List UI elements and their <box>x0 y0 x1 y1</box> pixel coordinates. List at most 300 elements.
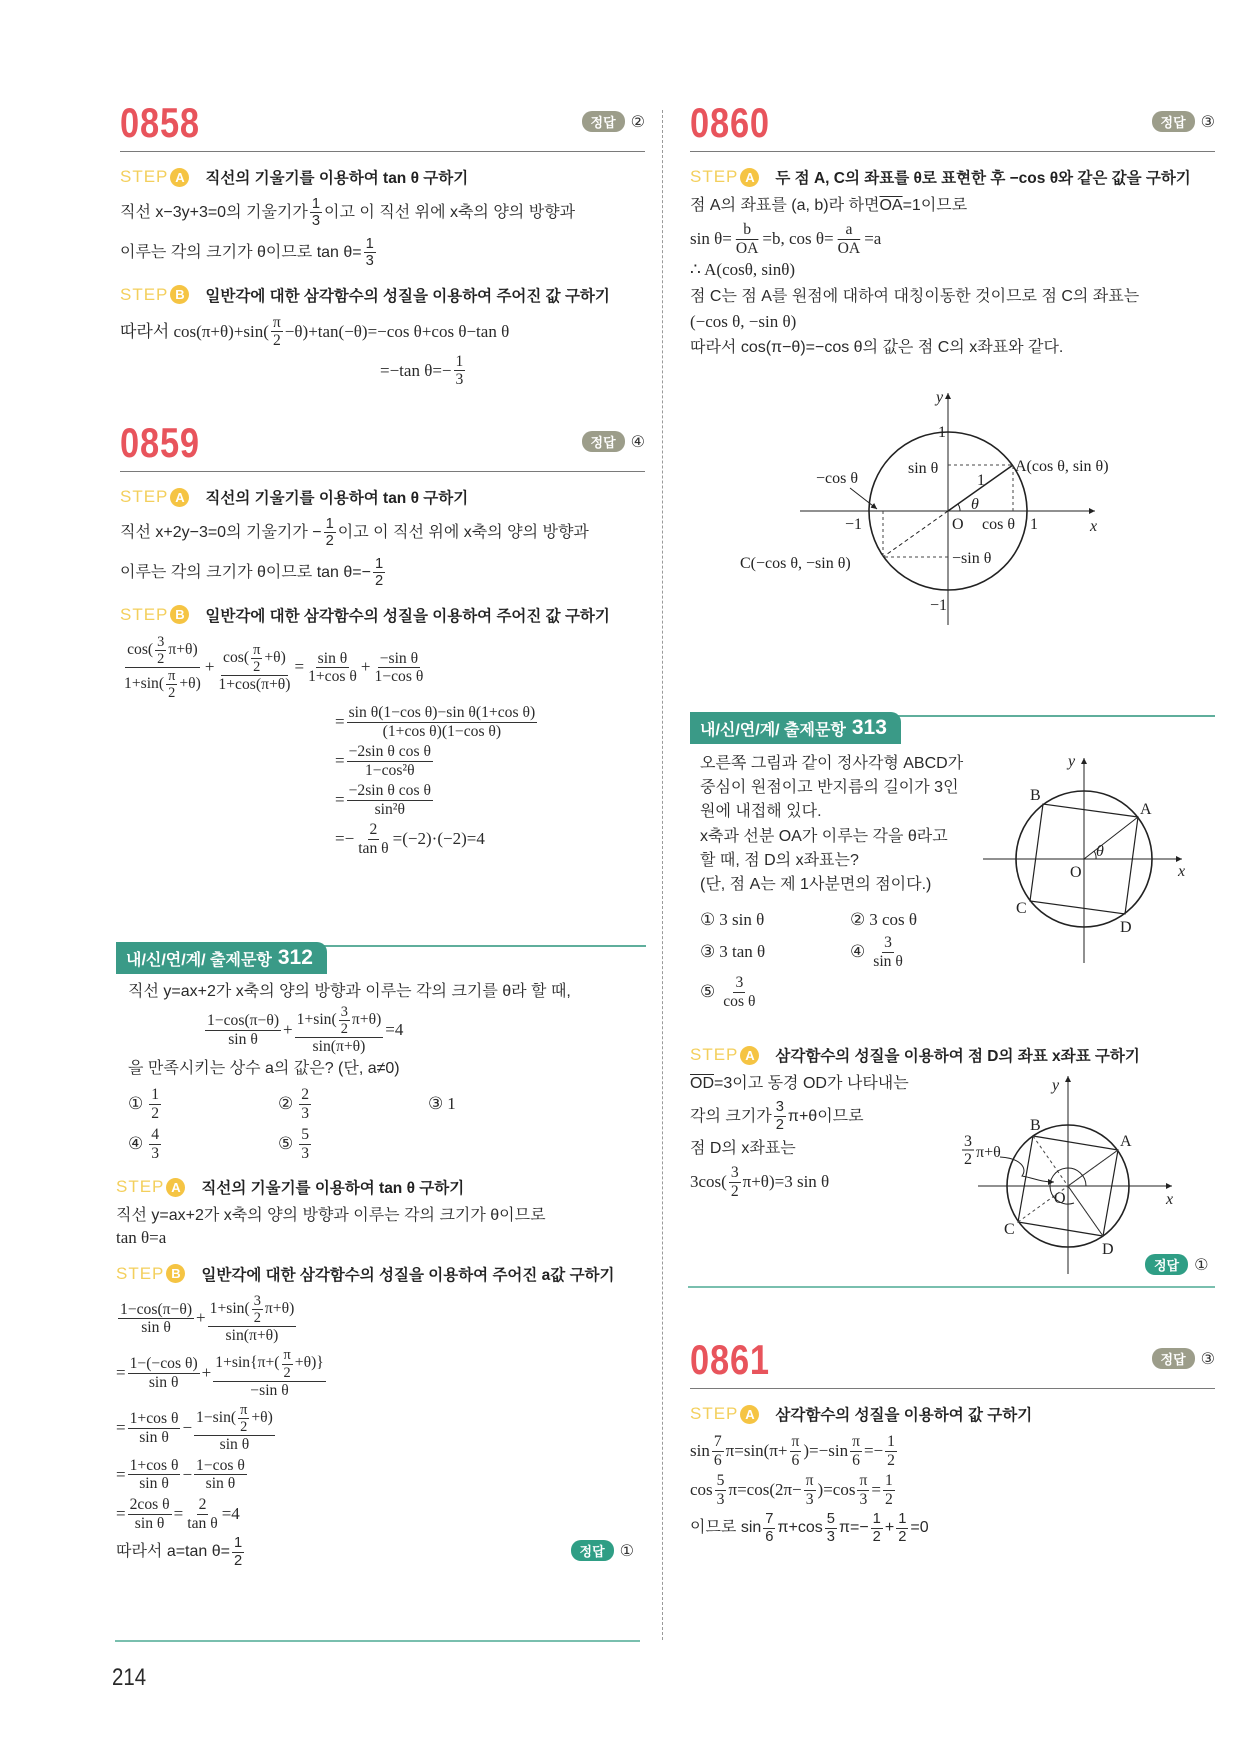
math-text: π <box>805 1472 814 1490</box>
fraction <box>128 1496 172 1532</box>
denominator <box>147 1374 181 1392</box>
question-text: (단, 점 A는 제 1사분면의 점이다.) <box>700 875 932 893</box>
choice-3[interactable] <box>428 1086 578 1122</box>
angle-numerator: 3 <box>964 1133 972 1150</box>
numerator <box>882 934 894 953</box>
origin-label: O <box>1070 864 1082 881</box>
equation-line <box>690 1511 1215 1545</box>
math-text: 2 <box>272 332 281 350</box>
math-text: =a <box>864 229 882 248</box>
math-text: 따라서 cos(π+θ)+sin( <box>120 321 269 341</box>
denominator <box>804 1491 816 1509</box>
step-title: 직선의 기울기를 이용하여 tan θ 구하기 <box>201 1180 465 1198</box>
math-text: cos( <box>223 648 250 666</box>
origin-label: O <box>952 516 964 533</box>
point-c-label: C <box>1016 900 1027 917</box>
math-text: 1−cos(π−θ) <box>207 1012 280 1030</box>
math-text: 2 <box>283 1364 291 1381</box>
fraction <box>356 821 390 857</box>
numerator <box>149 1126 161 1145</box>
math-text: 이므로 sin <box>690 1519 762 1537</box>
math-text: =3이고 동경 OD가 나타내는 <box>714 1075 909 1092</box>
choice-4[interactable] <box>850 934 970 970</box>
solution-0860 <box>690 95 1215 357</box>
numerator <box>166 668 177 685</box>
numerator <box>712 1433 724 1452</box>
math-text: −2sin θ cos θ <box>348 743 431 761</box>
theta-label: θ <box>971 496 979 513</box>
math-text: tan θ <box>187 1514 218 1532</box>
math-text: 1−cos(π−θ) <box>120 1300 193 1318</box>
step-title: 직선의 기울기를 이용하여 tan θ 구하기 <box>205 170 469 187</box>
x-axis-label: x <box>1090 518 1098 535</box>
fraction <box>299 1126 311 1162</box>
math-text: sin θ(1−cos θ)−sin θ(1+cos θ) <box>348 704 536 722</box>
step-tag: STEP <box>120 284 169 304</box>
choice-2[interactable] <box>850 910 970 930</box>
denominator <box>226 1031 260 1049</box>
numerator <box>213 1347 326 1381</box>
math-text: b <box>743 221 752 239</box>
equation-line <box>116 1402 646 1454</box>
denominator <box>373 801 407 819</box>
choice-1[interactable] <box>128 1086 278 1122</box>
math-text: 2 <box>234 1552 243 1569</box>
fraction <box>310 196 322 230</box>
numerator <box>790 1433 802 1452</box>
numerator <box>896 1511 908 1528</box>
answer-value: ④ <box>630 432 645 451</box>
fraction <box>251 642 262 675</box>
math-text: π <box>272 313 281 331</box>
math-text: π <box>791 1433 800 1450</box>
math-text: 7 <box>765 1511 774 1528</box>
math-text: =−tan θ=− <box>380 360 452 380</box>
denominator <box>139 1319 173 1337</box>
fraction <box>729 1164 741 1200</box>
math-text: 2 <box>301 1086 310 1104</box>
numerator <box>238 1402 249 1419</box>
math-text: 2 <box>887 1451 895 1469</box>
math-text: −sin θ <box>250 1381 289 1399</box>
solution-0858 <box>120 95 645 389</box>
numerator <box>715 1472 727 1491</box>
math-text: sin θ <box>873 952 903 970</box>
solution-line <box>116 1206 646 1225</box>
math-text: 3 sin θ <box>719 910 765 930</box>
denominator <box>271 332 283 350</box>
question-text: 오른쪽 그림과 같이 정사각형 ABCD가 <box>700 755 964 772</box>
denominator <box>238 1419 249 1435</box>
section-end-rule <box>688 1286 1215 1288</box>
fraction <box>122 634 203 701</box>
math-text: 1+cos θ <box>129 1456 179 1474</box>
answer-label: 정답 <box>1145 1254 1188 1275</box>
fraction <box>790 1433 802 1469</box>
tab-prefix: 내/신/연/계/ 출제문항 <box>700 721 846 739</box>
tick-label: −1 <box>845 516 863 533</box>
math-text: ① <box>700 910 716 930</box>
fraction <box>149 1086 161 1122</box>
math-text: 3 <box>157 633 165 650</box>
solution-line <box>120 236 645 270</box>
math-text: π <box>240 1402 248 1419</box>
math-text: sin(π+θ) <box>225 1326 279 1344</box>
choice-2[interactable] <box>278 1086 428 1122</box>
step-tag: STEP <box>690 167 739 186</box>
question-equation <box>128 1004 646 1056</box>
denominator <box>185 1515 219 1533</box>
choice-3[interactable] <box>700 934 850 970</box>
equation-line <box>120 314 645 350</box>
math-text: sin θ <box>228 1030 258 1048</box>
fraction <box>155 634 166 667</box>
math-text: π=sin(π+ <box>725 1440 788 1460</box>
denominator <box>299 1105 311 1123</box>
square-in-circle-figure <box>960 750 1200 970</box>
neg-sin-label: −sin θ <box>952 550 992 567</box>
numerator <box>205 1012 281 1031</box>
math-text: + <box>204 657 215 677</box>
denominator <box>850 1452 862 1470</box>
numerator <box>221 642 288 676</box>
answer-label: 정답 <box>1152 111 1195 132</box>
numerator <box>364 236 376 253</box>
math-text: 2 <box>253 1309 261 1326</box>
step-title: 삼각함수의 성질을 이용하여 값 구하기 <box>775 1407 1033 1424</box>
numerator <box>282 1347 293 1364</box>
math-text: π+θ)=3 sin θ <box>742 1172 830 1192</box>
numerator <box>295 1004 384 1038</box>
math-text: cos( <box>127 641 154 659</box>
numerator <box>194 1402 275 1436</box>
fraction <box>712 1433 724 1469</box>
math-text: 3cos( <box>690 1172 727 1192</box>
fraction <box>271 314 283 350</box>
step-title: 일반각에 대한 삼각함수의 성질을 이용하여 주어진 a값 구하기 <box>201 1266 615 1284</box>
math-text: 1−cos θ <box>374 668 424 686</box>
section-tab <box>690 712 1215 746</box>
problem-header <box>120 95 645 152</box>
fraction <box>194 1402 275 1454</box>
fraction <box>836 221 863 257</box>
answer-value: ① <box>1194 1255 1209 1274</box>
choice-5[interactable] <box>278 1126 428 1162</box>
math-text: 3 tan θ <box>719 942 766 962</box>
answer-badge <box>1152 1348 1215 1369</box>
math-text: 6 <box>791 1451 800 1469</box>
step-tag: STEP <box>120 604 169 624</box>
math-text: sin θ <box>317 649 348 667</box>
numerator <box>347 743 433 762</box>
math-text: 직선 x+2y−3=0의 기울기가 − <box>120 524 322 542</box>
math-text: 2 <box>168 685 176 702</box>
math-text: =− <box>863 1440 884 1460</box>
fraction <box>208 1293 297 1345</box>
math-text: 2 <box>340 1021 348 1038</box>
denominator <box>734 240 761 258</box>
overlined-segment: OA <box>837 239 861 257</box>
fraction <box>373 650 426 686</box>
denominator <box>204 1475 238 1493</box>
numerator <box>843 221 854 240</box>
fraction <box>118 1301 194 1337</box>
math-text: = <box>116 1417 126 1437</box>
tab-label <box>116 942 327 974</box>
math-text: 3 <box>859 1490 868 1508</box>
answer-badge <box>1152 111 1215 132</box>
overlined-segment: $\overline{OA}$ <box>879 197 903 214</box>
fraction <box>128 1457 181 1493</box>
step-a-heading <box>116 1174 646 1200</box>
y-axis-label: y <box>1052 1077 1060 1094</box>
denominator <box>729 1183 741 1201</box>
unit-circle-figure <box>730 385 1150 635</box>
numerator <box>378 650 420 669</box>
fraction <box>128 1355 200 1391</box>
fraction <box>850 1433 862 1469</box>
math-text: 1+sin{π+( <box>215 1354 280 1372</box>
numerator <box>871 1511 883 1528</box>
math-text: 점 C는 점 A를 원점에 대하여 대칭이동한 것이므로 점 C의 좌표는 <box>690 287 1140 305</box>
denominator <box>248 1382 290 1400</box>
math-text: 5 <box>716 1472 725 1490</box>
fraction <box>282 1347 293 1380</box>
square-angle-figure <box>950 1074 1190 1280</box>
math-text: +θ) <box>264 648 286 666</box>
math-text: sin²θ <box>374 800 405 818</box>
problem-number: 0860 <box>690 99 770 146</box>
math-text: = <box>871 1479 881 1499</box>
denominator <box>381 723 504 741</box>
math-text: =− <box>335 829 355 849</box>
point-d-label: D <box>1102 1241 1114 1258</box>
equation-line <box>120 634 645 701</box>
math-text: = <box>335 790 345 810</box>
denominator <box>836 240 863 258</box>
math-text: 3 <box>716 1490 725 1508</box>
fraction <box>883 1472 895 1508</box>
math-text: 1−cos θ <box>196 1456 245 1474</box>
numerator <box>804 1472 816 1491</box>
answer-badge <box>582 431 645 452</box>
math-text: π+θ이므로 <box>787 1107 864 1125</box>
segment-oc <box>883 511 948 557</box>
denominator <box>871 953 905 971</box>
section-end-rule <box>115 1640 640 1642</box>
question-text: 원에 내접해 있다. <box>700 803 822 821</box>
cos-label: cos θ <box>982 516 1015 533</box>
math-text: 2 <box>374 573 384 590</box>
solution-line <box>120 556 645 590</box>
math-text: 3 <box>775 1099 784 1116</box>
math-text: 1 <box>325 516 334 532</box>
angle-arc <box>958 504 960 511</box>
angle-rest: π+θ <box>976 1144 1001 1161</box>
solution-line <box>690 221 1215 257</box>
denominator <box>373 573 385 589</box>
math-text: 3 <box>805 1490 814 1508</box>
equation-line <box>116 1347 646 1399</box>
denominator <box>232 1553 244 1569</box>
math-text: 1 <box>447 1094 456 1114</box>
math-text: − <box>182 1417 193 1437</box>
conclusion-line <box>116 1535 246 1569</box>
math-text: ⑤ <box>278 1134 294 1154</box>
numerator <box>232 1535 244 1552</box>
math-text: π=cos(2π− <box>728 1479 802 1499</box>
numerator <box>194 1457 247 1476</box>
numerator <box>347 704 538 723</box>
solution-line <box>690 312 1215 332</box>
equation-line <box>116 1496 646 1532</box>
math-text: 3 <box>301 1104 310 1122</box>
math-text: =b, cos θ= <box>762 229 834 248</box>
math-text: 1 <box>234 1535 243 1552</box>
denominator <box>825 1529 837 1545</box>
related-problem-312 <box>116 942 646 1569</box>
math-text: π <box>168 668 176 685</box>
denominator <box>149 1145 161 1163</box>
numerator <box>729 1164 741 1183</box>
fraction <box>373 556 385 590</box>
origin-label: O <box>1054 1190 1066 1207</box>
fraction <box>128 1410 181 1446</box>
step-a-heading <box>690 164 1215 190</box>
math-text: 각의 크기가 <box>690 1107 772 1125</box>
denominator <box>311 1038 368 1056</box>
solution-line <box>690 338 1215 357</box>
math-text: 이고 이 직선 위에 x축의 양의 방향과 <box>324 204 576 222</box>
math-text: +θ) <box>251 1409 273 1427</box>
math-text: + <box>196 1308 206 1328</box>
equation-line <box>120 353 645 389</box>
math-text: 1+sin( <box>209 1299 250 1317</box>
answer-label: 정답 <box>1152 1348 1195 1369</box>
solution-0859 <box>120 415 645 858</box>
math-text: π+θ) <box>351 1011 382 1029</box>
math-text: π <box>859 1472 868 1490</box>
choice-4[interactable] <box>128 1126 278 1162</box>
fraction <box>216 642 292 694</box>
math-text: sin(π+θ) <box>312 1038 366 1056</box>
step-b-heading <box>120 282 645 308</box>
problem-number: 0859 <box>120 419 200 466</box>
fraction <box>857 1472 869 1508</box>
page-number: 214 <box>112 1664 147 1691</box>
math-text: 2cos θ <box>129 1495 170 1513</box>
fraction <box>871 934 905 970</box>
math-text: 이루는 각의 크기가 θ이므로 tan θ= <box>120 244 362 262</box>
step-tag: STEP <box>120 487 169 506</box>
question-text: x축과 선분 OA가 이루는 각을 θ라고 <box>700 827 948 845</box>
fraction <box>896 1511 908 1545</box>
math-text: + <box>201 1363 212 1383</box>
step-tag: STEP <box>120 167 169 186</box>
choice-1[interactable] <box>700 910 850 930</box>
math-text: 2 <box>240 1419 248 1436</box>
solution-line <box>120 516 645 550</box>
math-text: 2 <box>151 1104 160 1122</box>
numerator <box>885 1433 897 1452</box>
math-text: =0 <box>910 1519 929 1537</box>
equation-line <box>120 782 645 818</box>
denominator <box>883 1491 895 1509</box>
fraction <box>232 1535 244 1569</box>
math-text: 1+cos θ <box>129 1410 179 1428</box>
math-text: 6 <box>765 1528 774 1545</box>
step-letter: B <box>170 605 189 624</box>
math-text: = <box>173 1503 184 1523</box>
math-text: = <box>116 1363 126 1383</box>
numerator <box>252 1293 263 1310</box>
equation-line <box>120 821 645 857</box>
fraction <box>364 236 376 270</box>
solution-line <box>690 287 1215 306</box>
denominator <box>339 1021 350 1037</box>
math-text: 2 <box>884 1490 893 1508</box>
math-text: = <box>335 751 345 771</box>
fraction <box>185 1496 219 1532</box>
column-divider <box>662 110 663 1640</box>
math-text: = <box>116 1464 126 1484</box>
fraction <box>885 1433 897 1469</box>
numerator <box>155 634 166 651</box>
answer-label: 정답 <box>571 1540 614 1561</box>
math-text: + <box>360 657 371 677</box>
fraction <box>306 650 359 686</box>
math-text: 3 <box>730 1164 739 1182</box>
math-text: 3 <box>455 371 464 389</box>
math-text: 3 <box>301 1144 310 1162</box>
denominator <box>763 1529 775 1545</box>
step-title: 일반각에 대한 삼각함수의 성질을 이용하여 주어진 값 구하기 <box>205 287 610 305</box>
math-text: 점 D의 x좌표는 <box>690 1140 796 1158</box>
answer-value: ① <box>619 1541 634 1560</box>
fraction <box>774 1099 786 1133</box>
math-text: 5 <box>301 1126 310 1144</box>
step-title: 일반각에 대한 삼각함수의 성질을 이용하여 주어진 값 구하기 <box>205 607 610 625</box>
point-c-label: C(−cos θ, −sin θ) <box>740 555 851 572</box>
step-letter: A <box>740 1405 759 1424</box>
answer-choices <box>700 910 960 1010</box>
numerator <box>774 1099 786 1116</box>
math-text: 3 <box>340 1004 348 1021</box>
math-text: 6 <box>852 1451 860 1469</box>
math-text: 7 <box>713 1433 722 1450</box>
numerator <box>299 1086 311 1105</box>
fraction <box>149 1126 161 1162</box>
x-axis-label: x <box>1178 863 1186 880</box>
fraction <box>721 974 757 1010</box>
math-text: π+θ) <box>264 1299 295 1317</box>
problem-number: 0861 <box>690 1336 770 1383</box>
step-a-heading <box>120 484 645 510</box>
fraction <box>194 1457 247 1493</box>
math-text: 이루는 각의 크기가 θ이므로 tan θ=− <box>120 564 371 582</box>
numerator <box>128 1457 181 1476</box>
numerator <box>149 1086 161 1105</box>
denominator <box>299 1145 311 1163</box>
math-text: 1 <box>887 1433 895 1450</box>
denominator <box>324 533 336 549</box>
choice-5[interactable] <box>700 974 850 1010</box>
math-text: 6 <box>713 1451 722 1469</box>
math-text: ⑤ <box>700 982 716 1002</box>
numerator <box>454 353 466 372</box>
denominator <box>715 1491 727 1509</box>
math-text: 3 <box>884 934 892 952</box>
